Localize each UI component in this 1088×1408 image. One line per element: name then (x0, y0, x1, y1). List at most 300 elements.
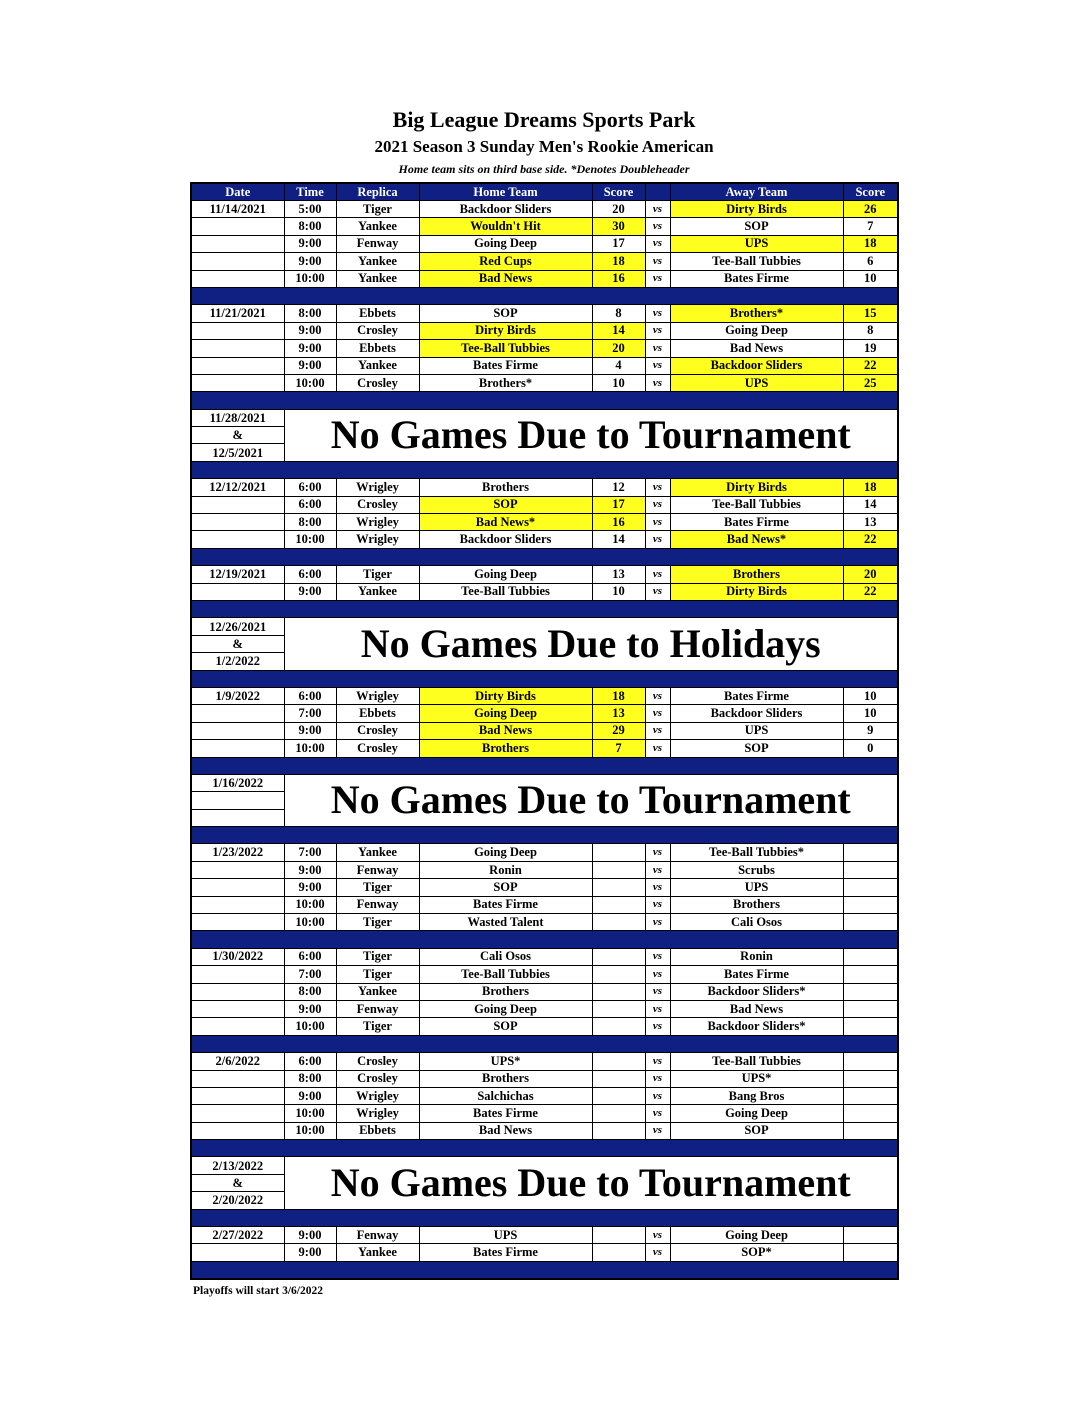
game-row (191, 1018, 898, 1035)
away-score (843, 1053, 898, 1070)
home-team: Dirty Birds (419, 322, 592, 339)
game-date (191, 1018, 284, 1035)
home-team: Ronin (419, 861, 592, 878)
game-field: Wrigley (336, 687, 419, 704)
home-score: 13 (592, 566, 645, 583)
vs-label: vs (645, 861, 670, 878)
game-time: 9:00 (284, 322, 336, 339)
vs-label: vs (645, 687, 670, 704)
home-team: SOP (419, 305, 592, 322)
game-time: 9:00 (284, 879, 336, 896)
no-games-row (191, 774, 898, 791)
game-row (191, 844, 898, 861)
vs-label: vs (645, 479, 670, 496)
away-score: 0 (843, 740, 898, 757)
away-team: SOP* (670, 1244, 843, 1261)
game-row (191, 218, 898, 235)
game-field: Fenway (336, 1000, 419, 1017)
away-team: Bates Firme (670, 687, 843, 704)
home-score (592, 1244, 645, 1261)
home-team: Bates Firme (419, 896, 592, 913)
playoffs-note: Playoffs will start 3/6/2022 (193, 1285, 323, 1297)
away-score (843, 844, 898, 861)
game-date (191, 270, 284, 287)
away-team: Backdoor Sliders (670, 705, 843, 722)
home-team: Brothers* (419, 374, 592, 391)
no-games-date: 12/26/2021 (191, 618, 284, 635)
vs-label: vs (645, 1070, 670, 1087)
week-separator (191, 1035, 898, 1052)
away-team: Bad News (670, 340, 843, 357)
game-time: 9:00 (284, 861, 336, 878)
home-score: 14 (592, 531, 645, 548)
away-team: Scrubs (670, 861, 843, 878)
away-score (843, 948, 898, 965)
week-separator (191, 1209, 898, 1226)
away-score (843, 1227, 898, 1244)
game-field: Crosley (336, 1053, 419, 1070)
page-subtitle: 2021 Season 3 Sunday Men's Rookie American (374, 137, 714, 156)
home-score (592, 948, 645, 965)
game-row (191, 514, 898, 531)
game-time: 8:00 (284, 305, 336, 322)
game-field: Fenway (336, 1227, 419, 1244)
week-separator (191, 931, 898, 948)
vs-label: vs (645, 253, 670, 270)
game-field: Crosley (336, 496, 419, 513)
away-score (843, 1105, 898, 1122)
game-time: 10:00 (284, 270, 336, 287)
home-score: 14 (592, 322, 645, 339)
home-team: Brothers (419, 740, 592, 757)
away-team: Tee-Ball Tubbies (670, 496, 843, 513)
away-score: 18 (843, 235, 898, 252)
away-team: Bates Firme (670, 966, 843, 983)
game-time: 10:00 (284, 1122, 336, 1139)
game-row (191, 1053, 898, 1070)
game-date (191, 966, 284, 983)
vs-label: vs (645, 270, 670, 287)
away-score: 8 (843, 322, 898, 339)
away-team: Backdoor Sliders* (670, 983, 843, 1000)
home-score (592, 914, 645, 931)
away-team: Brothers (670, 566, 843, 583)
no-games-row (191, 409, 898, 426)
away-team: Bad News (670, 1000, 843, 1017)
no-games-row (191, 1157, 898, 1174)
home-team: Tee-Ball Tubbies (419, 340, 592, 357)
away-score: 10 (843, 687, 898, 704)
game-field: Tiger (336, 948, 419, 965)
game-time: 8:00 (284, 218, 336, 235)
game-field: Yankee (336, 844, 419, 861)
home-score (592, 861, 645, 878)
home-team: Going Deep (419, 566, 592, 583)
away-score: 6 (843, 253, 898, 270)
no-games-date: 12/5/2021 (191, 444, 284, 461)
game-row (191, 896, 898, 913)
away-score: 22 (843, 531, 898, 548)
game-row (191, 531, 898, 548)
game-field: Yankee (336, 270, 419, 287)
game-field: Wrigley (336, 531, 419, 548)
game-date: 1/23/2022 (191, 844, 284, 861)
game-field: Ebbets (336, 705, 419, 722)
away-team: Bad News* (670, 531, 843, 548)
game-row (191, 201, 898, 218)
separator-bar (191, 1140, 898, 1157)
away-score: 26 (843, 201, 898, 218)
home-score: 16 (592, 514, 645, 531)
home-team: SOP (419, 496, 592, 513)
game-date (191, 496, 284, 513)
away-team: UPS (670, 235, 843, 252)
schedule-table (190, 182, 899, 1280)
away-score: 13 (843, 514, 898, 531)
game-field: Tiger (336, 201, 419, 218)
home-score (592, 1018, 645, 1035)
week-separator (191, 600, 898, 617)
vs-label: vs (645, 305, 670, 322)
game-date (191, 740, 284, 757)
game-time: 6:00 (284, 687, 336, 704)
vs-label: vs (645, 201, 670, 218)
home-score (592, 879, 645, 896)
vs-label: vs (645, 1122, 670, 1139)
away-team: UPS (670, 879, 843, 896)
home-score (592, 1227, 645, 1244)
game-time: 6:00 (284, 566, 336, 583)
vs-label: vs (645, 722, 670, 739)
away-score (843, 1018, 898, 1035)
game-field: Crosley (336, 322, 419, 339)
game-date (191, 531, 284, 548)
game-field: Crosley (336, 374, 419, 391)
game-field: Yankee (336, 218, 419, 235)
game-date: 12/12/2021 (191, 479, 284, 496)
game-date (191, 322, 284, 339)
home-score (592, 1105, 645, 1122)
away-score (843, 966, 898, 983)
home-team: SOP (419, 879, 592, 896)
home-score: 20 (592, 340, 645, 357)
away-team: Dirty Birds (670, 201, 843, 218)
game-time: 10:00 (284, 740, 336, 757)
game-field: Tiger (336, 879, 419, 896)
home-score: 29 (592, 722, 645, 739)
home-team: Backdoor Sliders (419, 201, 592, 218)
game-row (191, 374, 898, 391)
game-time: 6:00 (284, 496, 336, 513)
home-team: Going Deep (419, 705, 592, 722)
away-score: 10 (843, 270, 898, 287)
game-time: 6:00 (284, 948, 336, 965)
game-time: 9:00 (284, 1000, 336, 1017)
away-score (843, 879, 898, 896)
game-time: 9:00 (284, 1227, 336, 1244)
game-date (191, 357, 284, 374)
no-games-date: & (191, 635, 284, 652)
week-separator (191, 827, 898, 844)
game-time: 9:00 (284, 722, 336, 739)
home-score: 4 (592, 357, 645, 374)
home-team: SOP (419, 1018, 592, 1035)
week-separator (191, 287, 898, 304)
no-games-message: No Games Due to Tournament (284, 409, 898, 461)
no-games-date: 11/28/2021 (191, 409, 284, 426)
game-field: Crosley (336, 740, 419, 757)
game-date (191, 253, 284, 270)
no-games-date (191, 809, 284, 826)
home-score (592, 896, 645, 913)
game-date (191, 1122, 284, 1139)
home-score (592, 983, 645, 1000)
game-field: Ebbets (336, 1122, 419, 1139)
game-time: 8:00 (284, 983, 336, 1000)
vs-label: vs (645, 340, 670, 357)
game-date: 2/6/2022 (191, 1053, 284, 1070)
game-row (191, 1227, 898, 1244)
home-score (592, 1070, 645, 1087)
game-field: Wrigley (336, 1087, 419, 1104)
away-team: Bang Bros (670, 1087, 843, 1104)
game-time: 6:00 (284, 479, 336, 496)
vs-label: vs (645, 844, 670, 861)
home-team: Brothers (419, 479, 592, 496)
home-team: Going Deep (419, 235, 592, 252)
col-header-away-team: Away Team (670, 183, 843, 201)
game-date (191, 983, 284, 1000)
game-field: Crosley (336, 1070, 419, 1087)
home-team: Tee-Ball Tubbies (419, 583, 592, 600)
vs-label: vs (645, 218, 670, 235)
away-score (843, 1070, 898, 1087)
game-row (191, 322, 898, 339)
away-score: 15 (843, 305, 898, 322)
home-team: Red Cups (419, 253, 592, 270)
away-team: SOP (670, 218, 843, 235)
game-row (191, 705, 898, 722)
game-row (191, 966, 898, 983)
separator-bar (191, 392, 898, 409)
game-field: Yankee (336, 357, 419, 374)
away-team: Dirty Birds (670, 479, 843, 496)
no-games-message: No Games Due to Tournament (284, 1157, 898, 1209)
game-time: 8:00 (284, 514, 336, 531)
home-team: Cali Osos (419, 948, 592, 965)
game-date (191, 235, 284, 252)
vs-label: vs (645, 1227, 670, 1244)
game-time: 6:00 (284, 1053, 336, 1070)
game-field: Yankee (336, 983, 419, 1000)
game-field: Tiger (336, 966, 419, 983)
game-date (191, 722, 284, 739)
home-team: Salchichas (419, 1087, 592, 1104)
vs-label: vs (645, 566, 670, 583)
game-field: Tiger (336, 566, 419, 583)
game-row (191, 740, 898, 757)
away-score: 22 (843, 357, 898, 374)
game-time: 7:00 (284, 844, 336, 861)
game-row (191, 687, 898, 704)
separator-bar (191, 931, 898, 948)
home-score (592, 1087, 645, 1104)
vs-label: vs (645, 705, 670, 722)
game-date: 11/14/2021 (191, 201, 284, 218)
col-header-vs (645, 183, 670, 201)
away-team: Tee-Ball Tubbies (670, 1053, 843, 1070)
away-team: Brothers* (670, 305, 843, 322)
home-score: 20 (592, 201, 645, 218)
away-team: Going Deep (670, 322, 843, 339)
game-row (191, 948, 898, 965)
vs-label: vs (645, 983, 670, 1000)
separator-bar (191, 1035, 898, 1052)
away-score (843, 861, 898, 878)
game-row (191, 983, 898, 1000)
vs-label: vs (645, 1244, 670, 1261)
home-score: 17 (592, 496, 645, 513)
game-date (191, 374, 284, 391)
home-team: Bad News (419, 722, 592, 739)
no-games-message: No Games Due to Holidays (284, 618, 898, 670)
away-score: 20 (843, 566, 898, 583)
home-score: 30 (592, 218, 645, 235)
home-team: Backdoor Sliders (419, 531, 592, 548)
vs-label: vs (645, 531, 670, 548)
vs-label: vs (645, 514, 670, 531)
game-row (191, 566, 898, 583)
game-field: Wrigley (336, 514, 419, 531)
separator-bar (191, 287, 898, 304)
home-score: 12 (592, 479, 645, 496)
week-separator (191, 670, 898, 687)
no-games-date: & (191, 427, 284, 444)
col-header-time: Time (284, 183, 336, 201)
game-time: 7:00 (284, 705, 336, 722)
game-date (191, 340, 284, 357)
game-date (191, 914, 284, 931)
game-date (191, 896, 284, 913)
away-team: Bates Firme (670, 270, 843, 287)
no-games-date: 1/16/2022 (191, 774, 284, 791)
game-row (191, 1122, 898, 1139)
away-score: 18 (843, 479, 898, 496)
away-score (843, 896, 898, 913)
no-games-date: 2/13/2022 (191, 1157, 284, 1174)
game-row (191, 305, 898, 322)
home-team: Bates Firme (419, 357, 592, 374)
separator-bar (191, 757, 898, 774)
game-date (191, 1087, 284, 1104)
game-time: 9:00 (284, 253, 336, 270)
home-team: Dirty Birds (419, 687, 592, 704)
separator-bar (191, 600, 898, 617)
game-date (191, 705, 284, 722)
vs-label: vs (645, 896, 670, 913)
home-team: Going Deep (419, 1000, 592, 1017)
game-time: 10:00 (284, 896, 336, 913)
vs-label: vs (645, 374, 670, 391)
no-games-date: 2/20/2022 (191, 1192, 284, 1209)
game-date (191, 1105, 284, 1122)
away-team: Tee-Ball Tubbies (670, 253, 843, 270)
game-field: Yankee (336, 253, 419, 270)
no-games-date: & (191, 1174, 284, 1191)
vs-label: vs (645, 1053, 670, 1070)
away-team: Going Deep (670, 1227, 843, 1244)
home-score: 7 (592, 740, 645, 757)
col-header-away-score: Score (843, 183, 898, 201)
home-score: 8 (592, 305, 645, 322)
game-time: 10:00 (284, 1105, 336, 1122)
game-field: Yankee (336, 583, 419, 600)
game-field: Fenway (336, 861, 419, 878)
home-team: Brothers (419, 1070, 592, 1087)
week-separator (191, 757, 898, 774)
home-team: Wasted Talent (419, 914, 592, 931)
game-date: 1/30/2022 (191, 948, 284, 965)
game-date: 12/19/2021 (191, 566, 284, 583)
game-field: Tiger (336, 1018, 419, 1035)
vs-label: vs (645, 1018, 670, 1035)
away-team: SOP (670, 1122, 843, 1139)
home-score: 16 (592, 270, 645, 287)
away-score: 10 (843, 705, 898, 722)
vs-label: vs (645, 235, 670, 252)
no-games-date: 1/2/2022 (191, 653, 284, 670)
home-score (592, 966, 645, 983)
game-row (191, 270, 898, 287)
away-score (843, 1122, 898, 1139)
away-score: 14 (843, 496, 898, 513)
away-score: 9 (843, 722, 898, 739)
separator-bar (191, 1209, 898, 1226)
game-time: 9:00 (284, 235, 336, 252)
home-team: Bates Firme (419, 1105, 592, 1122)
game-date (191, 583, 284, 600)
away-team: Brothers (670, 896, 843, 913)
game-time: 8:00 (284, 1070, 336, 1087)
away-score: 25 (843, 374, 898, 391)
col-header-replica: Replica (336, 183, 419, 201)
game-time: 9:00 (284, 357, 336, 374)
game-row (191, 1070, 898, 1087)
vs-label: vs (645, 1000, 670, 1017)
col-header-home-team: Home Team (419, 183, 592, 201)
vs-label: vs (645, 914, 670, 931)
separator-bar (191, 670, 898, 687)
page-title: Big League Dreams Sports Park (392, 107, 696, 132)
vs-label: vs (645, 740, 670, 757)
game-time: 10:00 (284, 374, 336, 391)
game-row (191, 340, 898, 357)
home-team: Going Deep (419, 844, 592, 861)
schedule-note: Home team sits on third base side. *Denotes Doubleheader (398, 162, 690, 176)
away-score (843, 1244, 898, 1261)
home-score: 10 (592, 374, 645, 391)
game-time: 9:00 (284, 340, 336, 357)
away-team: Cali Osos (670, 914, 843, 931)
col-header-date: Date (191, 183, 284, 201)
home-score (592, 1000, 645, 1017)
vs-label: vs (645, 879, 670, 896)
vs-label: vs (645, 966, 670, 983)
schedule-header-row (191, 183, 898, 201)
week-separator (191, 1261, 898, 1279)
game-date: 11/21/2021 (191, 305, 284, 322)
game-date (191, 1244, 284, 1261)
